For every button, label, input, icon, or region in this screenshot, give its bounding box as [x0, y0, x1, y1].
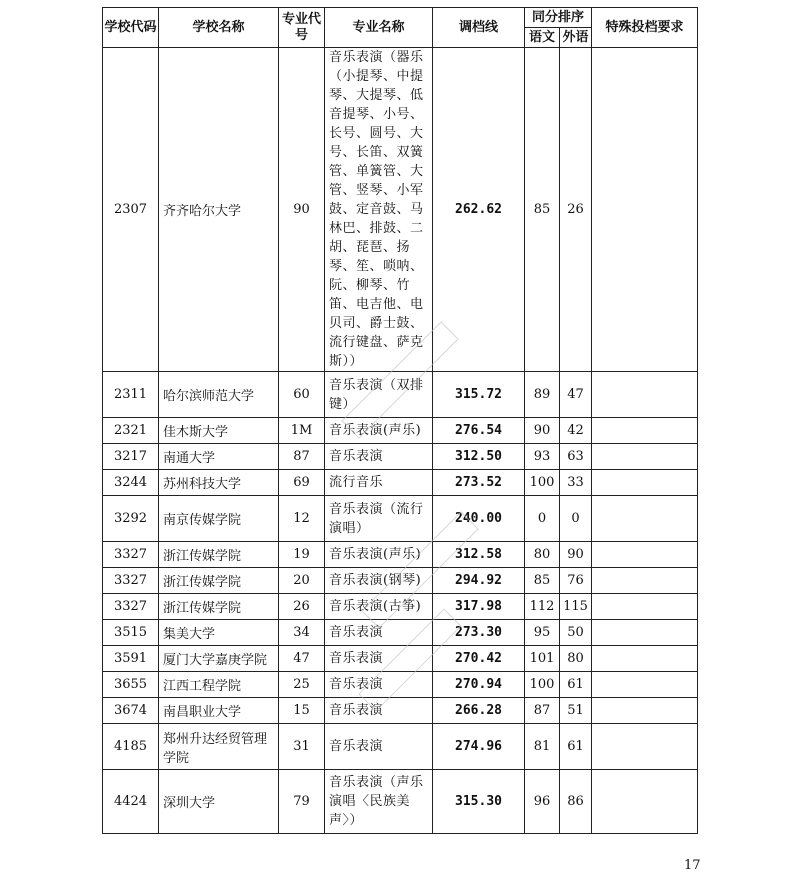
school-name-cell: 哈尔滨师范大学 — [159, 372, 279, 418]
header-major-name: 专业名称 — [325, 8, 433, 48]
special-requirement-cell — [592, 770, 698, 834]
chinese-rank-cell: 95 — [525, 620, 560, 646]
school-code-cell: 3327 — [103, 542, 159, 568]
cutoff-line-cell: 270.42 — [433, 646, 525, 672]
table-row — [103, 620, 698, 646]
chinese-rank-cell: 89 — [525, 372, 560, 418]
chinese-rank-cell: 96 — [525, 770, 560, 834]
table-row — [103, 470, 698, 496]
special-requirement-cell — [592, 542, 698, 568]
foreign-rank-cell: 0 — [560, 496, 592, 542]
table-row — [103, 372, 698, 418]
header-rank-group: 同分排序 — [525, 8, 592, 28]
chinese-rank-cell: 101 — [525, 646, 560, 672]
table-row — [103, 698, 698, 724]
table-row — [103, 672, 698, 698]
table-row — [103, 568, 698, 594]
school-name-cell: 佳木斯大学 — [159, 418, 279, 444]
chinese-rank-cell: 100 — [525, 672, 560, 698]
school-code-cell: 3655 — [103, 672, 159, 698]
table-row — [103, 724, 698, 770]
cutoff-line-cell: 266.28 — [433, 698, 525, 724]
chinese-rank-cell: 85 — [525, 568, 560, 594]
special-requirement-cell — [592, 698, 698, 724]
special-requirement-cell — [592, 594, 698, 620]
major-name-cell: 音乐表演（流行演唱） — [325, 496, 433, 542]
chinese-rank-cell: 0 — [525, 496, 560, 542]
header-major-code: 专业代号 — [279, 8, 325, 48]
table-row — [103, 444, 698, 470]
school-code-cell: 2311 — [103, 372, 159, 418]
chinese-rank-cell: 100 — [525, 470, 560, 496]
foreign-rank-cell: 80 — [560, 646, 592, 672]
major-name-cell: 音乐表演 — [325, 444, 433, 470]
cutoff-line-cell: 276.54 — [433, 418, 525, 444]
school-code-cell: 3674 — [103, 698, 159, 724]
header-school-code: 学校代码 — [103, 8, 159, 48]
school-name-cell: 浙江传媒学院 — [159, 568, 279, 594]
school-code-cell: 3244 — [103, 470, 159, 496]
foreign-rank-cell: 26 — [560, 48, 592, 372]
table-row — [103, 542, 698, 568]
foreign-rank-cell: 76 — [560, 568, 592, 594]
major-name-cell: 音乐表演(声乐) — [325, 418, 433, 444]
major-code-cell: 25 — [279, 672, 325, 698]
major-name-cell: 音乐表演 — [325, 672, 433, 698]
chinese-rank-cell: 85 — [525, 48, 560, 372]
school-name-cell: 南昌职业大学 — [159, 698, 279, 724]
header-school-name: 学校名称 — [159, 8, 279, 48]
major-code-cell: 26 — [279, 594, 325, 620]
major-code-cell: 31 — [279, 724, 325, 770]
major-name-cell: 音乐表演 — [325, 620, 433, 646]
table-row — [103, 594, 698, 620]
table-row — [103, 496, 698, 542]
chinese-rank-cell: 81 — [525, 724, 560, 770]
cutoff-line-cell: 315.30 — [433, 770, 525, 834]
school-code-cell: 3327 — [103, 568, 159, 594]
school-name-cell: 浙江传媒学院 — [159, 542, 279, 568]
school-name-cell: 南京传媒学院 — [159, 496, 279, 542]
cutoff-line-cell: 312.50 — [433, 444, 525, 470]
major-code-cell: 69 — [279, 470, 325, 496]
major-code-cell: 87 — [279, 444, 325, 470]
school-code-cell: 2307 — [103, 48, 159, 372]
school-name-cell: 集美大学 — [159, 620, 279, 646]
school-name-cell: 郑州升达经贸管理学院 — [159, 724, 279, 770]
school-code-cell: 3327 — [103, 594, 159, 620]
cutoff-line-cell: 312.58 — [433, 542, 525, 568]
major-code-cell: 47 — [279, 646, 325, 672]
major-name-cell: 音乐表演(古筝) — [325, 594, 433, 620]
school-name-cell: 厦门大学嘉庚学院 — [159, 646, 279, 672]
major-code-cell: 20 — [279, 568, 325, 594]
cutoff-line-cell: 273.52 — [433, 470, 525, 496]
table-row — [103, 48, 698, 372]
foreign-rank-cell: 115 — [560, 594, 592, 620]
major-name-cell: 音乐表演(钢琴) — [325, 568, 433, 594]
foreign-rank-cell: 33 — [560, 470, 592, 496]
school-code-cell: 3515 — [103, 620, 159, 646]
foreign-rank-cell: 51 — [560, 698, 592, 724]
school-code-cell: 3292 — [103, 496, 159, 542]
major-name-cell: 音乐表演 — [325, 646, 433, 672]
major-name-cell: 音乐表演（器乐（小提琴、中提琴、大提琴、低音提琴、小号、长号、圆号、大号、长笛、双簧管、单簧管、大管、竖琴、小军鼓、定音鼓、马林巴、排鼓、二胡、琵琶、扬琴、笙、唢呐、阮、柳琴、竹笛、电吉他、电贝司、爵士鼓、流行键盘、萨克斯）） — [325, 48, 433, 372]
cutoff-line-cell: 270.94 — [433, 672, 525, 698]
major-name-cell: 音乐表演(声乐) — [325, 542, 433, 568]
special-requirement-cell — [592, 724, 698, 770]
school-code-cell: 2321 — [103, 418, 159, 444]
foreign-rank-cell: 42 — [560, 418, 592, 444]
special-requirement-cell — [592, 48, 698, 372]
chinese-rank-cell: 112 — [525, 594, 560, 620]
foreign-rank-cell: 86 — [560, 770, 592, 834]
header-special: 特殊投档要求 — [592, 8, 698, 48]
school-name-cell: 南通大学 — [159, 444, 279, 470]
school-name-cell: 江西工程学院 — [159, 672, 279, 698]
major-code-cell: 1M — [279, 418, 325, 444]
foreign-rank-cell: 47 — [560, 372, 592, 418]
chinese-rank-cell: 93 — [525, 444, 560, 470]
foreign-rank-cell: 90 — [560, 542, 592, 568]
major-code-cell: 34 — [279, 620, 325, 646]
school-name-cell: 深圳大学 — [159, 770, 279, 834]
header-foreign: 外语 — [560, 28, 592, 48]
school-name-cell: 苏州科技大学 — [159, 470, 279, 496]
school-code-cell: 3591 — [103, 646, 159, 672]
admission-table — [102, 7, 698, 834]
table-row — [103, 646, 698, 672]
foreign-rank-cell: 61 — [560, 672, 592, 698]
school-name-cell: 浙江传媒学院 — [159, 594, 279, 620]
special-requirement-cell — [592, 620, 698, 646]
major-name-cell: 音乐表演 — [325, 724, 433, 770]
school-code-cell: 4185 — [103, 724, 159, 770]
special-requirement-cell — [592, 470, 698, 496]
special-requirement-cell — [592, 496, 698, 542]
major-name-cell: 流行音乐 — [325, 470, 433, 496]
cutoff-line-cell: 317.98 — [433, 594, 525, 620]
foreign-rank-cell: 61 — [560, 724, 592, 770]
school-name-cell: 齐齐哈尔大学 — [159, 48, 279, 372]
major-name-cell: 音乐表演（声乐演唱〈民族美声〉） — [325, 770, 433, 834]
chinese-rank-cell: 80 — [525, 542, 560, 568]
special-requirement-cell — [592, 444, 698, 470]
major-code-cell: 79 — [279, 770, 325, 834]
major-code-cell: 19 — [279, 542, 325, 568]
special-requirement-cell — [592, 568, 698, 594]
major-name-cell: 音乐表演 — [325, 698, 433, 724]
major-code-cell: 12 — [279, 496, 325, 542]
header-line: 调档线 — [433, 8, 525, 48]
major-code-cell: 90 — [279, 48, 325, 372]
school-code-cell: 4424 — [103, 770, 159, 834]
page-number: 17 — [684, 858, 701, 873]
header-chinese: 语文 — [525, 28, 560, 48]
special-requirement-cell — [592, 646, 698, 672]
foreign-rank-cell: 63 — [560, 444, 592, 470]
special-requirement-cell — [592, 418, 698, 444]
special-requirement-cell — [592, 372, 698, 418]
table-row — [103, 418, 698, 444]
cutoff-line-cell: 315.72 — [433, 372, 525, 418]
cutoff-line-cell: 273.30 — [433, 620, 525, 646]
school-code-cell: 3217 — [103, 444, 159, 470]
major-code-cell: 60 — [279, 372, 325, 418]
foreign-rank-cell: 50 — [560, 620, 592, 646]
chinese-rank-cell: 87 — [525, 698, 560, 724]
cutoff-line-cell: 262.62 — [433, 48, 525, 372]
major-code-cell: 15 — [279, 698, 325, 724]
table-row — [103, 770, 698, 834]
chinese-rank-cell: 90 — [525, 418, 560, 444]
cutoff-line-cell: 294.92 — [433, 568, 525, 594]
special-requirement-cell — [592, 672, 698, 698]
major-name-cell: 音乐表演（双排键） — [325, 372, 433, 418]
cutoff-line-cell: 240.00 — [433, 496, 525, 542]
cutoff-line-cell: 274.96 — [433, 724, 525, 770]
